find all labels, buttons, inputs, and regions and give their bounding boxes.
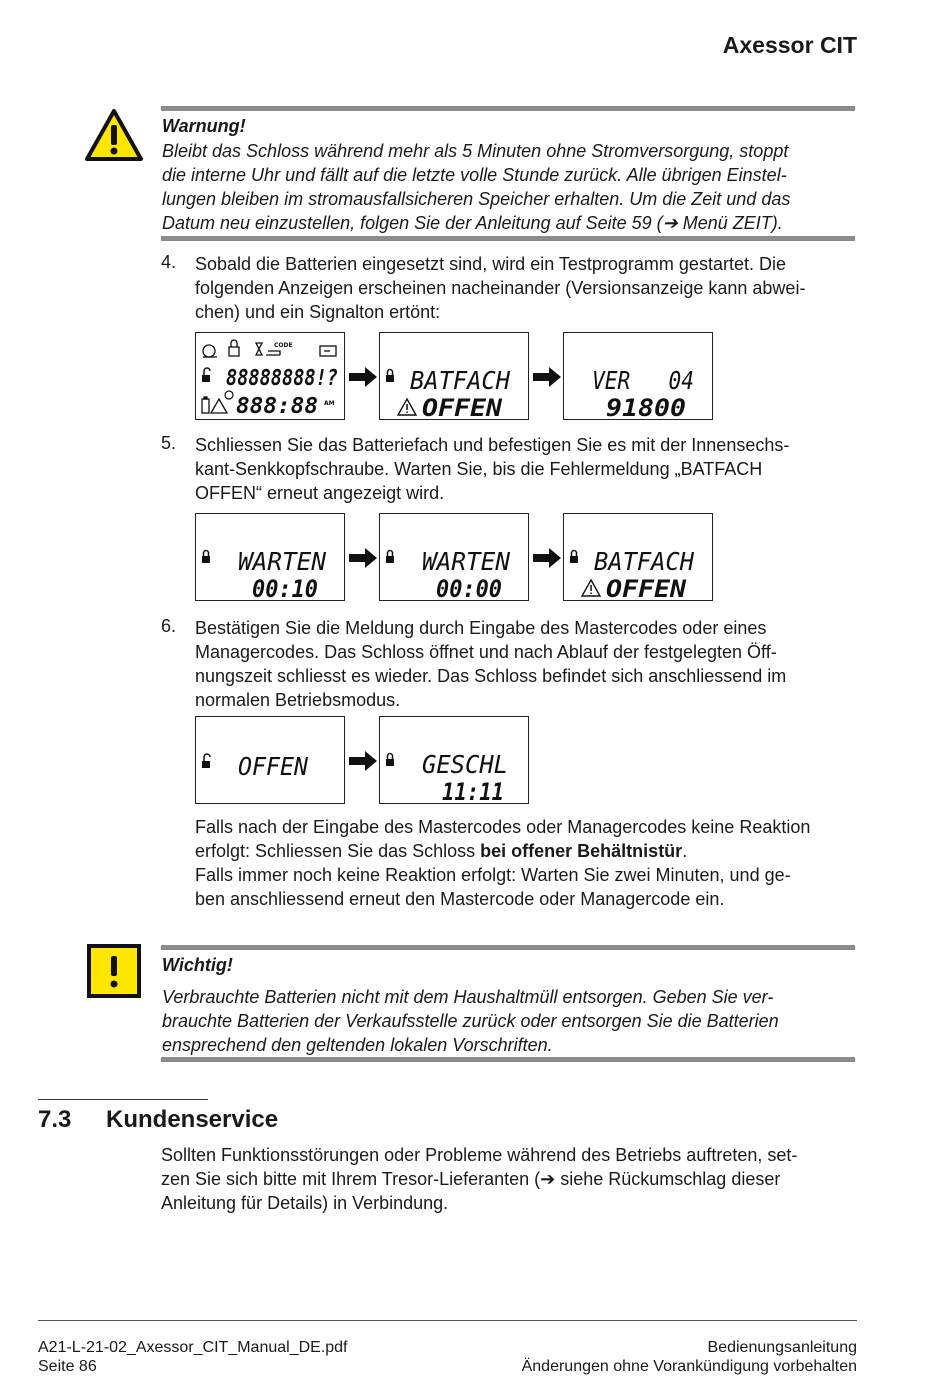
step-number: 5. [161, 433, 177, 453]
lock-closed-icon [386, 551, 394, 564]
bold-emphasis: bei offener Behältnistür [480, 841, 683, 861]
lock-closed-icon [570, 551, 578, 564]
section-text [161, 1143, 861, 1215]
arrow-right-icon [532, 547, 562, 569]
section-number: 7.3 [38, 1106, 72, 1133]
lcd-text-offen: OFFEN [606, 575, 687, 602]
section-line: Sollten Funktionsstörungen oder Probleme während des Betriebs auftreten, set- [161, 1145, 798, 1165]
important-text [162, 985, 862, 1057]
important-line: brauchte Batterien der Verkaufsstelle zurück oder entsorgen Sie die Batterien [162, 1011, 779, 1031]
warning-text [162, 139, 862, 235]
lock-closed-icon [386, 754, 394, 767]
lcd-version-display [563, 332, 713, 420]
lcd-batfach-display [379, 332, 529, 420]
important-line: Verbrauchte Batterien nicht mit dem Haushaltmüll entsorgen. Geben Sie ver- [162, 987, 774, 1007]
footer-page-number: Seite 86 [38, 1358, 97, 1375]
lcd-text-batfach: BATFACH [594, 547, 695, 576]
lcd-text-time: 00:10 [252, 575, 318, 602]
step-line: Bestätigen Sie die Meldung durch Eingabe des Mastercodes oder eines [195, 618, 767, 638]
step-line: kant-Senkkopfschraube. Warten Sie, bis die Fehlermeldung „BATFACH [195, 459, 763, 479]
arrow-right-icon [532, 366, 562, 388]
lcd-test-display [195, 332, 345, 420]
lcd-text-geschl: GESCHL [422, 750, 508, 779]
arrow-right-icon [348, 547, 378, 569]
step-line: nungszeit schliesst es wieder. Das Schloss befindet sich anschliessend im [195, 666, 787, 686]
section-line: zen Sie sich bitte mit Ihrem Tresor-Lieferanten (➔ siehe Rückumschlag dieser [161, 1169, 781, 1189]
alert-triangle-icon [582, 580, 600, 596]
lcd-test-top-digits: 88888888!? [226, 366, 338, 391]
step-line: normalen Betriebsmodus. [195, 690, 401, 710]
footer-doc-type: Bedienungsanleitung [707, 1339, 857, 1356]
footer-rule [38, 1320, 857, 1321]
document-title: Axessor CIT [722, 32, 857, 58]
lcd-warten-display [195, 513, 345, 601]
footer-left [38, 1338, 348, 1376]
battery-icon [202, 397, 209, 413]
lcd-am-label: AM [324, 400, 335, 407]
step-line: chen) und ein Signalton ertönt: [195, 302, 441, 322]
lcd-text-offen: OFFEN [238, 752, 309, 781]
paragraph-line: Falls immer noch keine Reaktion erfolgt: Warten Sie zwei Minuten, und ge- [195, 865, 791, 885]
important-title: Wichtig! [162, 955, 233, 975]
lock-open-icon [202, 754, 210, 768]
lcd-test-bottom-digits: 888:88 [236, 394, 318, 419]
lcd-status-icons [203, 340, 336, 357]
section-line: Anleitung für Details) in Verbindung. [161, 1193, 449, 1213]
warning-line: Datum neu einzustellen, folgen Sie der Anleitung auf Seite 59 (➔ Menü ZEIT). [162, 213, 783, 233]
step-text [195, 616, 860, 712]
warning-title: Warnung! [162, 116, 246, 136]
arrow-right-icon [348, 750, 378, 772]
lcd-offen-display [195, 716, 345, 804]
lcd-batfach-display [563, 513, 713, 601]
footer-filename: A21-L-21-02_Axessor_CIT_Manual_DE.pdf [38, 1339, 348, 1356]
arrow-right-icon [348, 366, 378, 388]
text-span: erfolgt: Schliessen Sie das Schloss [195, 841, 481, 861]
step-text [195, 433, 860, 505]
footer-right [522, 1338, 857, 1376]
fallback-paragraph [195, 815, 860, 911]
lcd-code-label: CODE [274, 342, 293, 349]
lcd-text-warten: WARTEN [238, 547, 327, 576]
step-line: Managercodes. Das Schloss öffnet und nach Ablauf der festgelegten Öff- [195, 642, 777, 662]
lcd-geschl-display [379, 716, 529, 804]
lcd-text-time: 00:00 [436, 575, 502, 602]
lcd-warten-display [379, 513, 529, 601]
lcd-text-ver: VER 04 [592, 366, 694, 395]
section-divider [38, 1099, 208, 1100]
step-line: OFFEN“ erneut angezeigt wird. [195, 483, 445, 503]
paragraph-line: Falls nach der Eingabe des Mastercodes oder Managercodes keine Reaktion [195, 817, 811, 837]
important-bottom-rule [161, 1057, 855, 1062]
step-number: 4. [161, 252, 177, 272]
lock-open-icon [202, 368, 210, 382]
lock-closed-icon [386, 370, 394, 383]
lcd-text-time: 11:11 [442, 778, 504, 805]
warning-bottom-rule [161, 236, 855, 241]
step-line: folgenden Anzeigen erscheinen nacheinander (Versionsanzeige kann abwei- [195, 278, 806, 298]
lock-closed-icon [202, 551, 210, 564]
lcd-text-ver-number: 91800 [606, 394, 686, 421]
step-line: Schliessen Sie das Batteriefach und befestigen Sie es mit der Innensechs- [195, 435, 790, 455]
important-exclamation-icon [87, 944, 141, 998]
important-top-rule [161, 945, 855, 950]
important-line: ensprechend den geltenden lokalen Vorschriften. [162, 1035, 553, 1055]
text-span: . [682, 841, 688, 861]
warning-triangle-icon [84, 108, 144, 162]
warning-top-rule [161, 106, 855, 111]
paragraph-line: ben anschliessend erneut den Mastercode oder Managercode ein. [195, 889, 725, 909]
lcd-text-batfach: BATFACH [410, 366, 511, 395]
section-title: Kundenservice [106, 1106, 279, 1133]
warning-line: Bleibt das Schloss während mehr als 5 Minuten ohne Stromversorgung, stoppt [162, 141, 789, 161]
step-text [195, 252, 860, 324]
lcd-text-warten: WARTEN [422, 547, 511, 576]
warning-line: lungen bleiben im stromausfallsicheren Speicher erhalten. Um die Zeit und das [162, 189, 791, 209]
lcd-text-offen: OFFEN [422, 394, 503, 421]
alert-triangle-icon [211, 391, 233, 413]
paragraph-line [195, 839, 860, 863]
warning-line: die interne Uhr und fällt auf die letzte volle Stunde zurück. Alle übrigen Einstel- [162, 165, 787, 185]
step-line: Sobald die Batterien eingesetzt sind, wird ein Testprogramm gestartet. Die [195, 254, 786, 274]
footer-disclaimer: Änderungen ohne Vorankündigung vorbehalten [521, 1358, 857, 1375]
step-number: 6. [161, 616, 177, 636]
alert-triangle-icon [398, 399, 416, 415]
